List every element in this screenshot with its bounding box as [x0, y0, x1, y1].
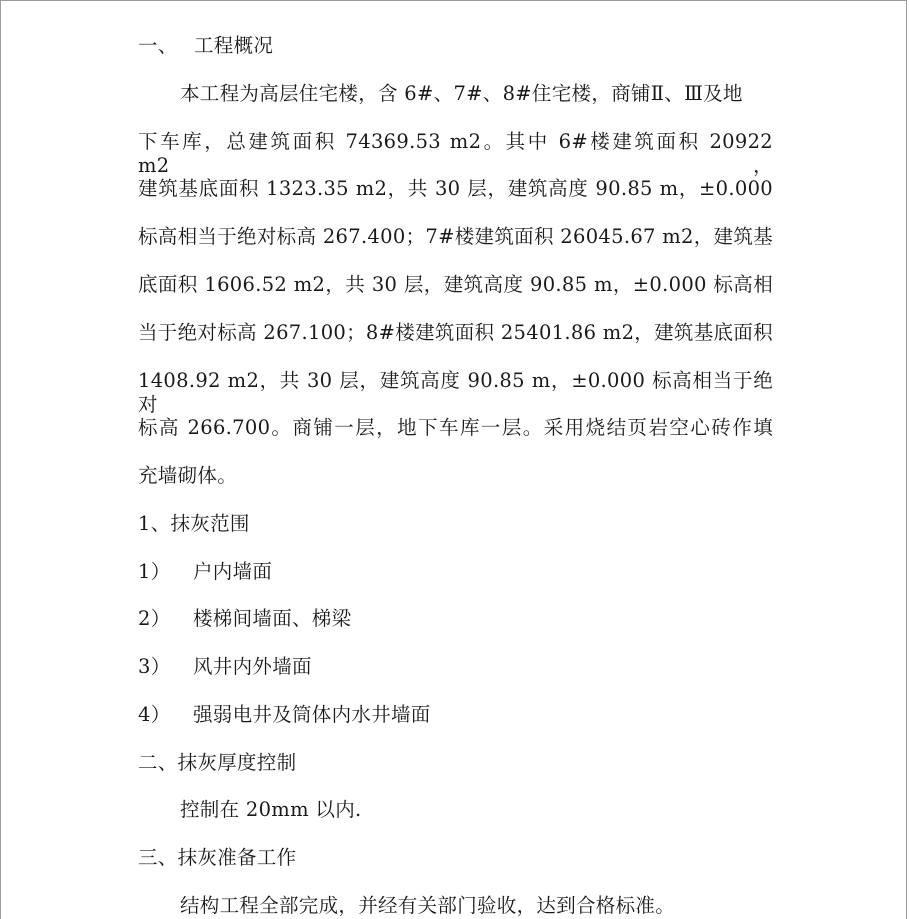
list-item-text: 强弱电井及筒体内水井墙面 — [193, 703, 431, 726]
section-title: 工程概况 — [194, 34, 274, 57]
list-item-number: 2） — [138, 607, 171, 630]
scope-list-item — [138, 607, 351, 631]
paragraph-line: 建筑基底面积 1323.35 m2，共 30 层，建筑高度 90.85 m，±0.000 — [138, 177, 773, 200]
list-item-text: 楼梯间墙面、梯梁 — [193, 607, 352, 630]
paragraph-line: 本工程为高层住宅楼，含 6#、7#、8#住宅楼，商铺Ⅱ、Ⅲ及地 — [180, 82, 743, 105]
list-item-text: 户内墙面 — [193, 560, 273, 583]
paragraph-line: 底面积 1606.52 m2，共 30 层，建筑高度 90.85 m，±0.000 标高相 — [138, 273, 773, 296]
section-number: 一、 — [138, 34, 178, 57]
paragraph-line: 标高 266.700。商铺一层，地下车库一层。采用烧结页岩空心砖作填 — [138, 416, 773, 439]
section-heading-overview — [138, 34, 273, 58]
scope-list-item — [138, 655, 312, 679]
paragraph-line: 充墙砌体。 — [138, 464, 238, 487]
paragraph-line: 当于绝对标高 267.100；8#楼建筑面积 25401.86 m2，建筑基底面积 — [138, 321, 773, 344]
list-item-number: 4） — [138, 703, 171, 726]
list-item-number: 3） — [138, 655, 171, 678]
paragraph-line: 1408.92 m2，共 30 层，建筑高度 90.85 m，±0.000 标高相当于绝对 — [138, 369, 773, 416]
section-body-preparation: 结构工程全部完成，并经有关部门验收，达到合格标准。 — [180, 894, 676, 917]
scope-list-item — [138, 560, 272, 584]
list-item-number: 1） — [138, 560, 171, 583]
paragraph-line: 标高相当于绝对标高 267.400；7#楼建筑面积 26045.67 m2，建筑基 — [138, 225, 773, 248]
scope-heading: 1、抹灰范围 — [138, 512, 250, 535]
scope-list-item — [138, 703, 431, 727]
section-heading-preparation: 三、抹灰准备工作 — [138, 846, 297, 869]
section-heading-thickness: 二、抹灰厚度控制 — [138, 751, 297, 774]
list-item-text: 风井内外墙面 — [193, 655, 312, 678]
section-body-thickness: 控制在 20mm 以内. — [180, 798, 362, 821]
paragraph-line: 下车库，总建筑面积 74369.53 m2。其中 6#楼建筑面积 20922 m2， — [138, 130, 773, 177]
